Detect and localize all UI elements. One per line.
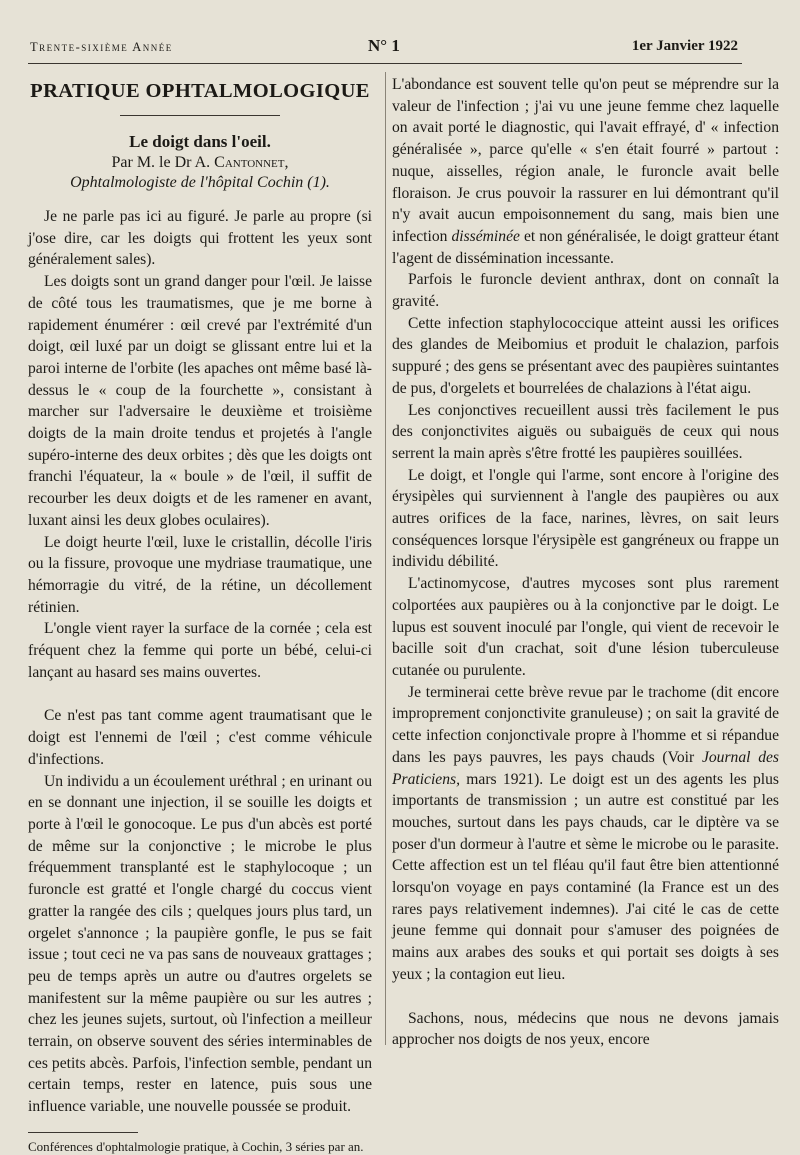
section-rubric: PRATIQUE OPHTALMOLOGIQUE <box>30 80 370 102</box>
paragraph: Un individu a un écoulement uréthral ; en urinant ou en se donnant une injection, il se souille les doigts et porte à l'œil le gonocoque. Le pus d'un abcès est porté de même sur la conjonctive ; le microbe le plus fréquemment transplanté est le staphylocoque ; un furoncle est gratté et l'ongle chargé du coccus vient gratter la rangée des cils ; quelques jours plus tard, un orgelet s'annonce ; la paupière gonfle, le pus se fait issue ; tout ceci ne va pas sans de nouveaux grattages ; peu de temps après un autre ou d'autres orgelets se manifestent sur la même paupière ou sur les autres ; chez les jeunes sujets, surtout, où l'infection a meilleur terrain, on observe souvent des séries interminables de ces petits abcès. Parfois, l'infection semble, pendant un certain temps, rester en latence, puis sous une influence variable, une nouvelle poussée se produit. <box>28 772 372 1116</box>
paragraph: L'ongle vient rayer la surface de la cornée ; cela est fréquent chez la femme qui porte un bébé, celui-ci lançant au hasard ses mains ouvertes. <box>28 620 372 681</box>
footnote: Conférences d'ophtalmologie pratique, à Cochin, 3 séries par an. <box>28 1138 364 1154</box>
header-rule <box>28 63 742 64</box>
paragraph: Je ne parle pas ici au figuré. Je parle au propre (si j'ose dire, car les doigts qui frottent les yeux sont généralement sales). <box>28 208 372 269</box>
author-affiliation: Ophtalmologiste de l'hôpital Cochin (1). <box>70 174 330 191</box>
paragraph <box>392 74 779 269</box>
paragraph: Sachons, nous, médecins que nous ne devons jamais approcher nos doigts de nos yeux, encore <box>392 1009 779 1049</box>
paragraph: Le doigt, et l'ongle qui l'arme, sont encore à l'origine des érysipèles qui surviennent à l'angle des paupières ou aux autres orifices de la face, narines, lèvres, on sait leurs conséquences lorsque l'érysipèle est gangréneux ou frappe un individu débilité. <box>392 466 779 571</box>
author-prefix: Par M. le Dr A. <box>111 154 215 171</box>
paragraph: Les doigts sont un grand danger pour l'œil. Je laisse de côté tous les traumatismes, que je me borne à rapidement énumérer : œil crevé par l'extrémité d'un doigt, œil luxé par un doigt se glissant entre lui et la paroi interne de l'orbite (les apaches ont même basé là-dessus le « coup de la fourchette », consistant à marcher sur l'adversaire le deuxième et troisième doigts de la main droite tendus et projetés à l'angle supéro-interne des deux orbites ; dès que les doigts ont franchi l'équateur, la « boule » de l'œil, il suffit de recourber les deux doigts et de les ramener en avant, luxant ainsi les deux globes oculaires). <box>28 273 372 529</box>
paragraph: Parfois le furoncle devient anthrax, dont on connaît la gravité. <box>392 271 779 311</box>
right-column <box>392 74 779 1051</box>
text-run: mars 1921). Le doigt est un des agents les plus importants de transmission ; un autre est constitué par les mouches, surtout dans les pays chauds, car le diptère va se poser d'un dormeur à l'autre et sème le microbe ou le parasite. Cette affection est un tel fléau qu'il faut être bien attentionné lorsqu'on voyage en pays contaminé (la France est un des rares pays relativement indemnes). J'ai cité le cas de cette jeune femme qui donnait pour s'amuser des poignées de mains aux arabes des souks et qui portait ses doigts à ses yeux ; la contagion eut lieu. <box>392 770 779 983</box>
left-column <box>28 74 372 1155</box>
author-name: Cantonnet, <box>214 154 289 171</box>
paragraph: Le doigt heurte l'œil, luxe le cristallin, décolle l'iris ou la fissure, provoque une mydriase traumatique, une hémorragie du vitré, de la rétine, un décollement rétinien. <box>28 533 372 616</box>
column-divider <box>385 72 386 1045</box>
paragraph: Les conjonctives recueillent aussi très facilement le pus des conjonctivites aiguës ou subaiguës de ceux qui nous serrent la main après s'être frotté les paupières souillées. <box>392 401 779 462</box>
article-title: Le doigt dans l'oeil. <box>129 132 271 151</box>
article-author <box>28 154 372 172</box>
emphasis: disséminée <box>451 227 520 245</box>
text-run: et non généralisée, le doigt gratteur étant l'agent de dissémination incessante. <box>392 227 780 267</box>
text-run: Je terminerai cette brève revue par le trachome (dit encore improprement conjonctivite granuleuse) ; on sait la gravité de cette infection conjonctivale propre à l'homme et si répandue dans les pays pauvres, les pays chauds (Voir <box>392 683 779 766</box>
paragraph: Ce n'est pas tant comme agent traumatisant que le doigt est l'ennemi de l'œil ; c'est comme véhicule d'infections. <box>28 707 372 768</box>
issue-number: N° 1 <box>368 36 400 55</box>
emphasis: Journal des Praticiens, <box>392 748 779 788</box>
rubric-rule <box>120 115 280 116</box>
running-head <box>30 36 738 58</box>
paragraph: Cette infection staphylococcique atteint aussi les orifices des glandes de Meibomius et produit le chalazion, parfois suppuré ; des gens se présentant avec des paupières suintantes de pus, d'orgelets et bourrelées de chalazions à l'état aigu. <box>392 314 779 397</box>
text-run: L'abondance est souvent telle qu'on peut se méprendre sur la valeur de l'infection ; j'ai vu une jeune femme chez laquelle on avait porté le diagnostic, qui l'avait effrayé, d' « infection généralisée », parce qu'elle « s'en était fourré » partout : nuque, aisselles, région anale, le furoncle avait belle floraison. Je crus pouvoir la rassurer en lui démontrant qu'il n'y avait aucun empoisonnement du sang, mais bien une infection <box>392 76 779 245</box>
issue-date: 1er Janvier 1922 <box>631 38 738 54</box>
volume-label: Trente-sixième Année <box>30 40 173 54</box>
footnote-rule <box>28 1132 138 1133</box>
paragraph <box>392 682 779 986</box>
paragraph: L'actinomycose, d'autres mycoses sont plus rarement colportées aux paupières ou à la conjonctive par le doigt. Le lupus est souvent inoculé par l'ongle, qui vient de recevoir le bacille soit d'un crachat, soit d'une lésion tuberculeuse cutanée ou purulente. <box>392 575 779 679</box>
